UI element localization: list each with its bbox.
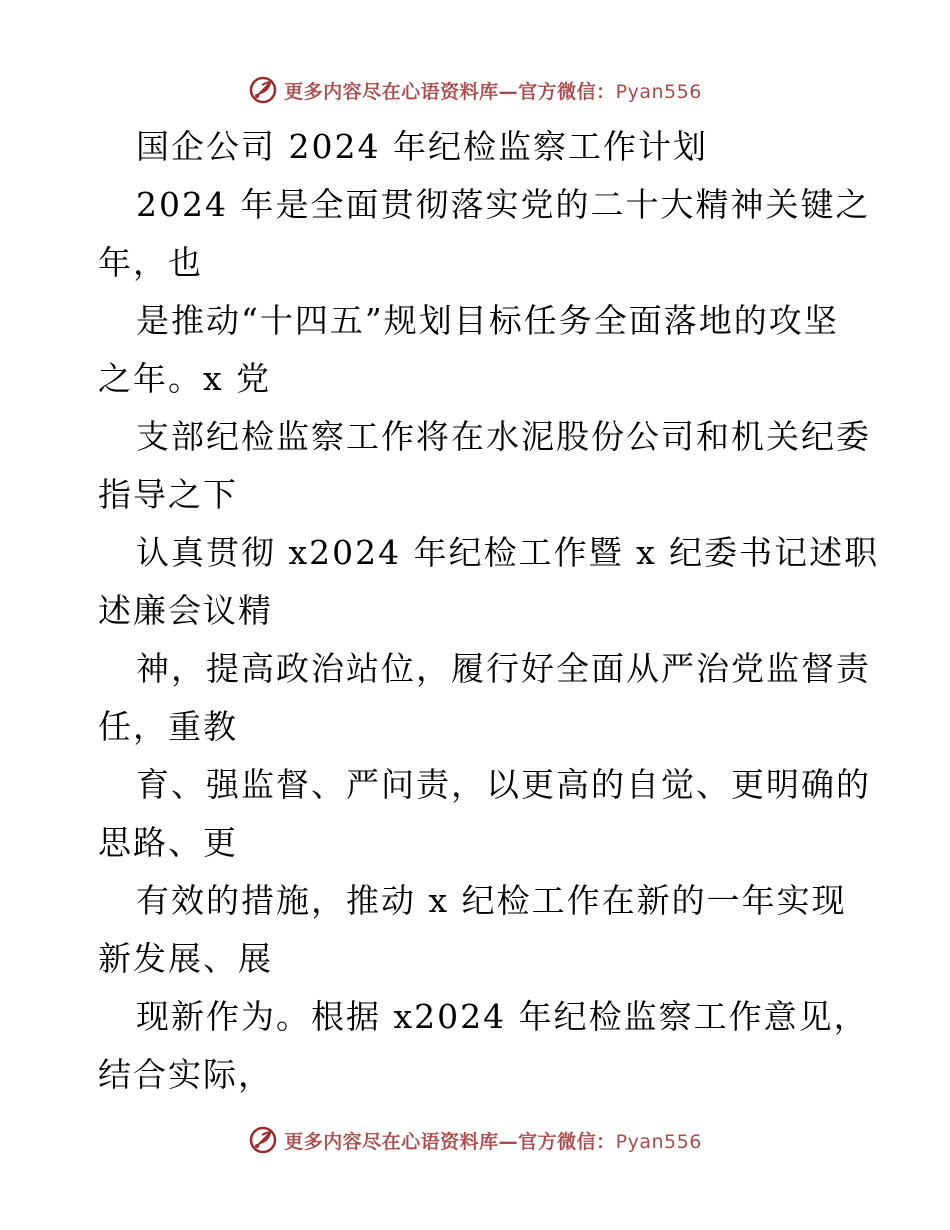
watermark-handle: Pyan556 <box>615 80 702 103</box>
paragraph-line: 是推动“十四五”规划目标任务全面落地的攻坚 <box>136 301 839 340</box>
paragraph-line: 支部纪检监察工作将在水泥股份公司和机关纪委 <box>136 417 871 456</box>
document-title: 国企公司 2024 年纪检监察工作计划 <box>136 127 708 166</box>
watermark-brand: 更多内容尽在心语资料库—官方微信： <box>284 1130 616 1153</box>
paragraph-line: 结合实际， <box>98 1055 273 1094</box>
paragraph-line: 述廉会议精 <box>98 591 273 630</box>
watermark-text <box>284 1127 702 1154</box>
paragraph-line: 指导之下 <box>98 475 238 514</box>
header-watermark <box>0 70 950 110</box>
paragraph-line: 年，也 <box>98 243 203 282</box>
paragraph-line: 之年。x 党 <box>98 359 272 398</box>
feather-pen-logo-icon <box>248 75 278 105</box>
paragraph-line: 新发展、展 <box>98 939 273 978</box>
paragraph-line: 有效的措施，推动 x 纪检工作在新的一年实现 <box>136 881 847 920</box>
footer-watermark <box>0 1120 950 1160</box>
paragraph-line: 思路、更 <box>98 823 238 862</box>
paragraph-line: 现新作为。根据 x2024 年纪检监察工作意见， <box>136 997 869 1036</box>
watermark-brand: 更多内容尽在心语资料库—官方微信： <box>284 80 616 103</box>
paragraph-line: 任，重教 <box>98 707 238 746</box>
paragraph-line: 育、强监督、严问责，以更高的自觉、更明确的 <box>136 765 871 804</box>
paragraph-line: 神，提高政治站位，履行好全面从严治党监督责 <box>136 649 871 688</box>
feather-pen-logo-icon <box>248 1125 278 1155</box>
paragraph-line: 2024 年是全面贯彻落实党的二十大精神关键之 <box>136 185 871 224</box>
document-body <box>98 118 880 1104</box>
paragraph-line: 认真贯彻 x2024 年纪检工作暨 x 纪委书记述职 <box>136 533 880 572</box>
watermark-handle: Pyan556 <box>615 1130 702 1153</box>
watermark-text <box>284 77 702 104</box>
